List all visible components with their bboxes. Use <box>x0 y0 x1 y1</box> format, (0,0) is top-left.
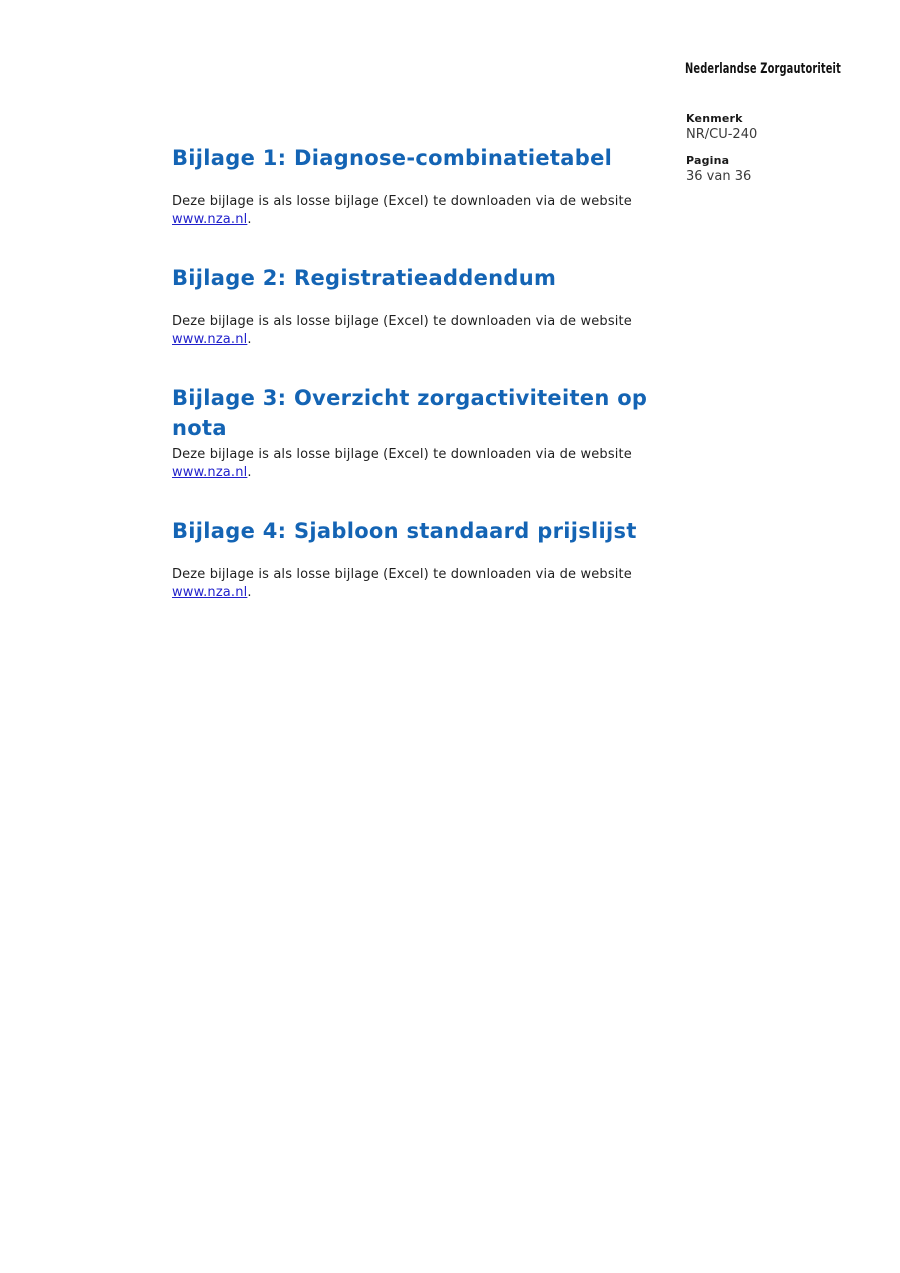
section-bijlage-3 <box>172 383 664 482</box>
section-bijlage-2 <box>172 263 664 349</box>
section-title-line1: Bijlage 1: Diagnose-combinatietabel <box>172 146 613 170</box>
section-title <box>172 516 664 546</box>
kenmerk-value: NR/CU-240 <box>686 127 758 142</box>
section-body <box>172 566 664 602</box>
nza-brand-wordmark: Nederlandse Zorgautoriteit <box>685 61 841 77</box>
body-text: Deze bijlage is als losse bijlage (Excel) te downloaden via de website <box>172 567 632 582</box>
link-suffix: . <box>247 465 252 480</box>
nza-website-link[interactable]: www.nza.nl <box>172 332 248 347</box>
main-content <box>172 143 664 602</box>
section-title <box>172 143 664 173</box>
body-text: Deze bijlage is als losse bijlage (Excel) te downloaden via de website <box>172 194 632 209</box>
section-title <box>172 383 664 443</box>
section-bijlage-1 <box>172 143 664 229</box>
pagina-label: Pagina <box>686 154 730 167</box>
nza-website-link[interactable]: www.nza.nl <box>172 585 248 600</box>
page-meta-block <box>686 112 846 185</box>
section-bijlage-4 <box>172 516 664 602</box>
body-text: Deze bijlage is als losse bijlage (Excel) te downloaden via de website <box>172 314 632 329</box>
section-title-line1: Bijlage 2: Registratieaddendum <box>172 266 557 290</box>
section-title-line2: nota <box>172 416 227 440</box>
nza-website-link[interactable]: www.nza.nl <box>172 465 248 480</box>
section-title <box>172 263 664 293</box>
body-text: Deze bijlage is als losse bijlage (Excel) te downloaden via de website <box>172 447 632 462</box>
nza-website-link[interactable]: www.nza.nl <box>172 212 248 227</box>
pagina-value: 36 van 36 <box>686 169 752 184</box>
section-body <box>172 313 664 349</box>
kenmerk-label: Kenmerk <box>686 112 743 125</box>
link-suffix: . <box>247 585 252 600</box>
section-title-line1: Bijlage 3: Overzicht zorgactiviteiten op <box>172 386 648 410</box>
link-suffix: . <box>247 332 252 347</box>
link-suffix: . <box>247 212 252 227</box>
section-body <box>172 446 664 482</box>
section-body <box>172 193 664 229</box>
section-title-line1: Bijlage 4: Sjabloon standaard prijslijst <box>172 519 637 543</box>
